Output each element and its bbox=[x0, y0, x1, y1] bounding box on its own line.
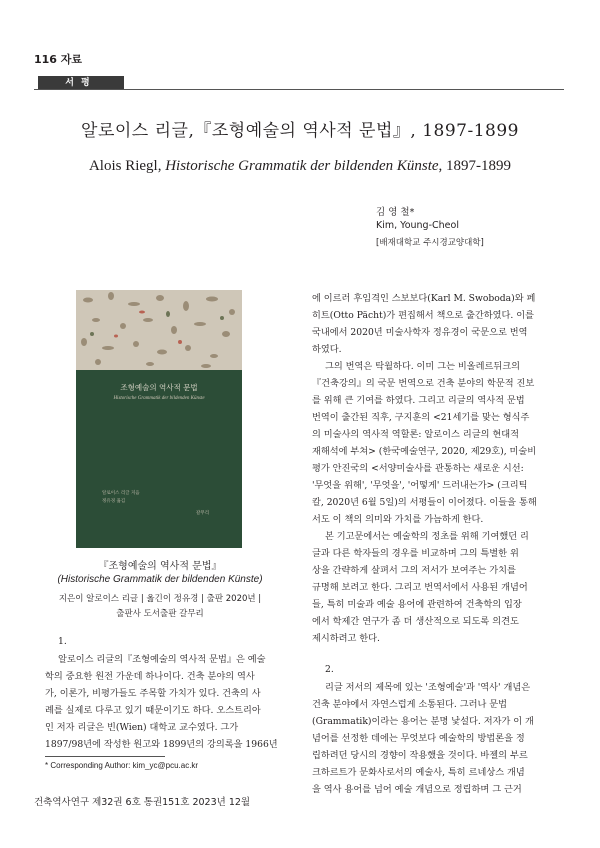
right-text-line: 글과 다른 학자들의 경우를 비교하며 그의 특별한 위 bbox=[312, 548, 519, 559]
header-rule bbox=[34, 89, 564, 90]
right-text-line: 칼, 2020년 6월 5일)의 서평들이 이어졌다. 이들을 통해 bbox=[312, 497, 537, 508]
cover-subtitle: Historische Grammatik der bildenden Künste bbox=[113, 396, 205, 401]
cover-author: 알로이스 리글 지음 bbox=[102, 491, 140, 496]
right-text-line: '무엇을 위해', '무엇을', '어떻게' 드러내는가> (크리틱 bbox=[312, 480, 528, 491]
title-en-suffix: , 1897-1899 bbox=[438, 158, 512, 174]
cover-translator: 정유경 옮김 bbox=[102, 499, 126, 504]
right-text-line: 에서 학제간 연구가 좀 더 생산적으로 되도록 의견도 bbox=[312, 616, 519, 627]
caption-original-title: (Historische Grammatik der bildenden Künste) bbox=[57, 574, 263, 585]
right-text-line: 의 미술사의 역사적 역할론: 알로이스 리글의 현대적 bbox=[312, 429, 519, 440]
cover-artwork bbox=[76, 290, 242, 370]
cover-title: 조형예술의 역사적 문법 bbox=[120, 383, 198, 392]
right-section-number: 2. bbox=[325, 664, 334, 675]
right-text-line: 재해석에 부쳐> (한국예술연구, 2020, 제29호), 미술비 bbox=[312, 446, 537, 457]
right-text-line: 국내에서 2020년 미술사학자 정유경이 국문으로 번역 bbox=[312, 327, 528, 338]
right-text-line: 들, 특히 미술과 예술 용어에 관련하여 건축학의 입장 bbox=[312, 599, 522, 610]
right-text-line: 을 역사 용어를 넘어 예술 개념으로 정립하며 그 근거 bbox=[312, 784, 522, 795]
left-text-line: 인 저자 리글은 빈(Wien) 대학교 교수였다. 그가 bbox=[45, 722, 239, 733]
left-text-line: 알로이스 리글의『조형예술의 역사적 문법』은 예술 bbox=[58, 654, 266, 665]
right-text-line: 상을 간략하게 살펴서 그의 저서가 보여주는 가치를 bbox=[312, 565, 516, 576]
right-text-line: 하였다. bbox=[312, 344, 342, 355]
left-text-line: 가, 이론가, 비평가들도 주목할 가치가 있다. 건축의 사 bbox=[45, 688, 261, 699]
caption-credits: 지은이 알로이스 리글 | 옮긴이 정유경 | 출판 2020년 | bbox=[58, 594, 262, 604]
right-text-line: 번역이 출간된 직후, 구지훈의 <21세기를 맞는 형식주 bbox=[312, 412, 530, 423]
right-text-line: 에 이르러 후임격인 스보보다(Karl M. Swoboda)와 페 bbox=[312, 293, 536, 304]
left-section-number: 1. bbox=[58, 636, 67, 647]
book-cover-image bbox=[76, 290, 242, 548]
right-text-line: 규명해 보려고 한다. 그리고 번역서에서 사용된 개념어 bbox=[312, 582, 528, 593]
right-text-line: 를 위해 큰 기여를 하였다. 그리고 리글의 역사적 문법 bbox=[312, 395, 525, 406]
right-text-line: 서도 이 책의 의미와 가치를 가늠하게 한다. bbox=[312, 514, 484, 525]
left-text-line: 1897/98년에 작성한 원고와 1899년의 강의록을 1966년 bbox=[45, 739, 278, 750]
cover-publisher: 갈무리 bbox=[196, 511, 210, 516]
caption-title: 『조형예술의 역사적 문법』 bbox=[98, 561, 222, 572]
right-text-line: 크하르트가 문화사로서의 예술사, 특히 르네상스 개념 bbox=[312, 767, 525, 778]
right-text-line: 리글 저서의 제목에 있는 '조형예술'과 '역사' 개념은 bbox=[325, 682, 531, 693]
journal-info: 건축역사연구 제32권 6호 통권151호 2023년 12월 bbox=[34, 797, 251, 808]
right-text-line: 평가 안진국의 <서양미술사를 관통하는 새로운 시선: bbox=[312, 463, 524, 474]
author-name-korean: 김 영 철* bbox=[376, 207, 415, 218]
left-text-line: 학의 중요한 원전 가운데 하나이다. 건축 분야의 역사 bbox=[45, 671, 255, 682]
left-text-line: 례를 실제로 다루고 있기 때문이기도 하다. 오스트리아 bbox=[45, 705, 261, 716]
right-text-line: 건축 분야에서 자연스럽게 소통된다. 그러나 문법 bbox=[312, 699, 508, 710]
right-text-line: 립하려던 당시의 경향이 작용했을 것이다. 바젤의 부르 bbox=[312, 750, 528, 761]
footnote-rule bbox=[45, 756, 165, 757]
page-number-label: 116 자료 bbox=[34, 53, 83, 66]
footnote: * Corresponding Author: kim_yc@pcu.ac.kr bbox=[45, 761, 199, 770]
right-text-line: 제시하려고 한다. bbox=[312, 633, 380, 644]
title-en-italic: Historische Grammatik der bildenden Künste bbox=[165, 158, 439, 174]
right-text-line: 본 기고문에서는 예술학의 정초를 위해 기여했던 리 bbox=[325, 531, 529, 542]
section-tag: 서평 bbox=[38, 76, 124, 90]
right-text-line: 그의 번역은 탁월하다. 이미 그는 비올레르뒤크의 bbox=[325, 361, 521, 372]
right-text-line: 념어를 선정한 데에는 무엇보다 예술학의 방법론을 정 bbox=[312, 733, 525, 744]
right-text-line: (Grammatik)이라는 용어는 분명 낯설다. 저자가 이 개 bbox=[312, 716, 534, 727]
author-name-english: Kim, Young-Cheol bbox=[376, 220, 459, 231]
right-text-line: 『건축강의』의 국문 번역으로 건축 분야의 학문적 진보 bbox=[312, 378, 535, 389]
caption-publisher: 출판사 도서출판 갈무리 bbox=[116, 609, 204, 619]
right-text-line: 히트(Otto Pächt)가 편집해서 책으로 출간하였다. 이를 bbox=[312, 310, 535, 321]
article-title-korean: 알로이스 리글,『조형예술의 역사적 문법』, 1897-1899 bbox=[81, 121, 519, 141]
article-title-english bbox=[0, 158, 600, 175]
title-en-prefix: Alois Riegl, bbox=[88, 158, 166, 174]
author-affiliation: [배재대학교 주시경교양대학] bbox=[376, 238, 484, 248]
